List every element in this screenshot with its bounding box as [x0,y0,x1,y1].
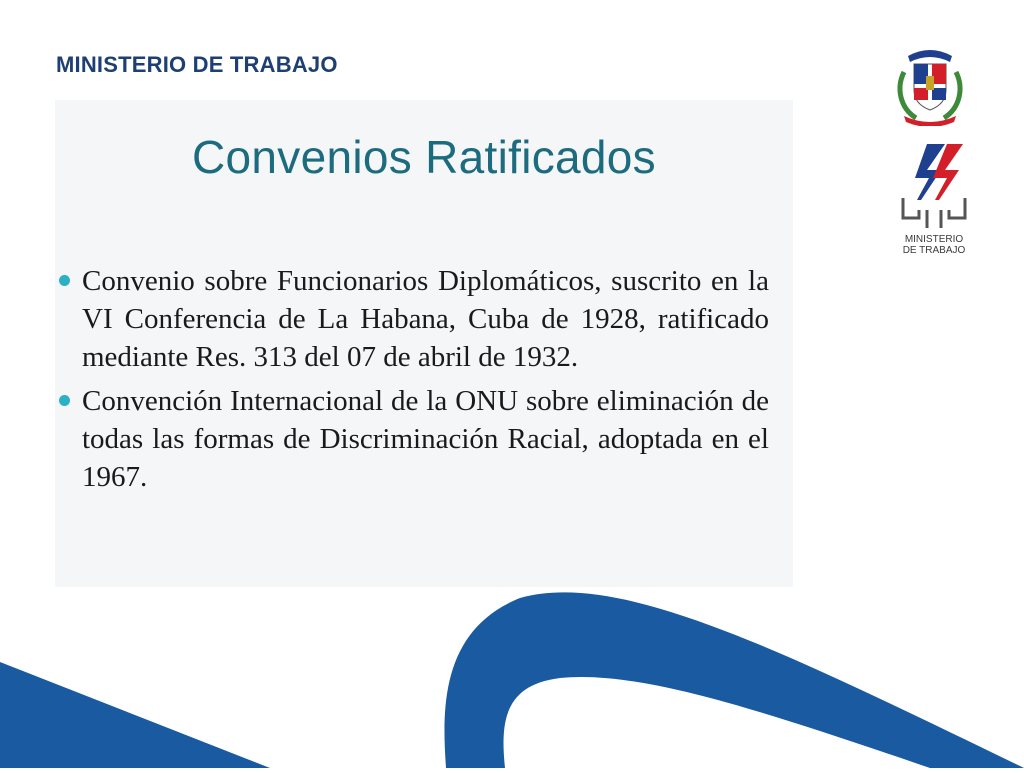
ministry-logo-text [897,234,971,256]
ministry-logo [897,140,971,258]
bullet-list [55,262,793,502]
slide-title: Convenios Ratificados [192,131,656,183]
coat-of-arms-icon [890,42,970,126]
header-title: MINISTERIO DE TRABAJO [56,52,338,77]
ministry-logo-text-line2: DE TRABAJO [902,245,966,256]
bullet-item [55,262,793,376]
bullet-text: Convenio sobre Funcionarios Diplomáticos, suscrito en la VI Conferencia de La Habana, Cuba de 1928, ratificado mediante Res. 313 del 07 de abril de 1932. [82,265,769,373]
bullet-text: Convención Internacional de la ONU sobre eliminación de todas las formas de Discriminación Racial, adoptada en el 1967. [82,385,769,493]
ministry-logo-text-line1: MINISTERIO [904,234,964,245]
bullet-item [55,382,793,496]
content-panel [55,100,793,587]
bottom-wave-decoration [0,590,1024,768]
bullet-dot-icon [59,395,70,406]
ministry-logo-icon [897,140,971,232]
bullet-dot-icon [59,275,70,286]
